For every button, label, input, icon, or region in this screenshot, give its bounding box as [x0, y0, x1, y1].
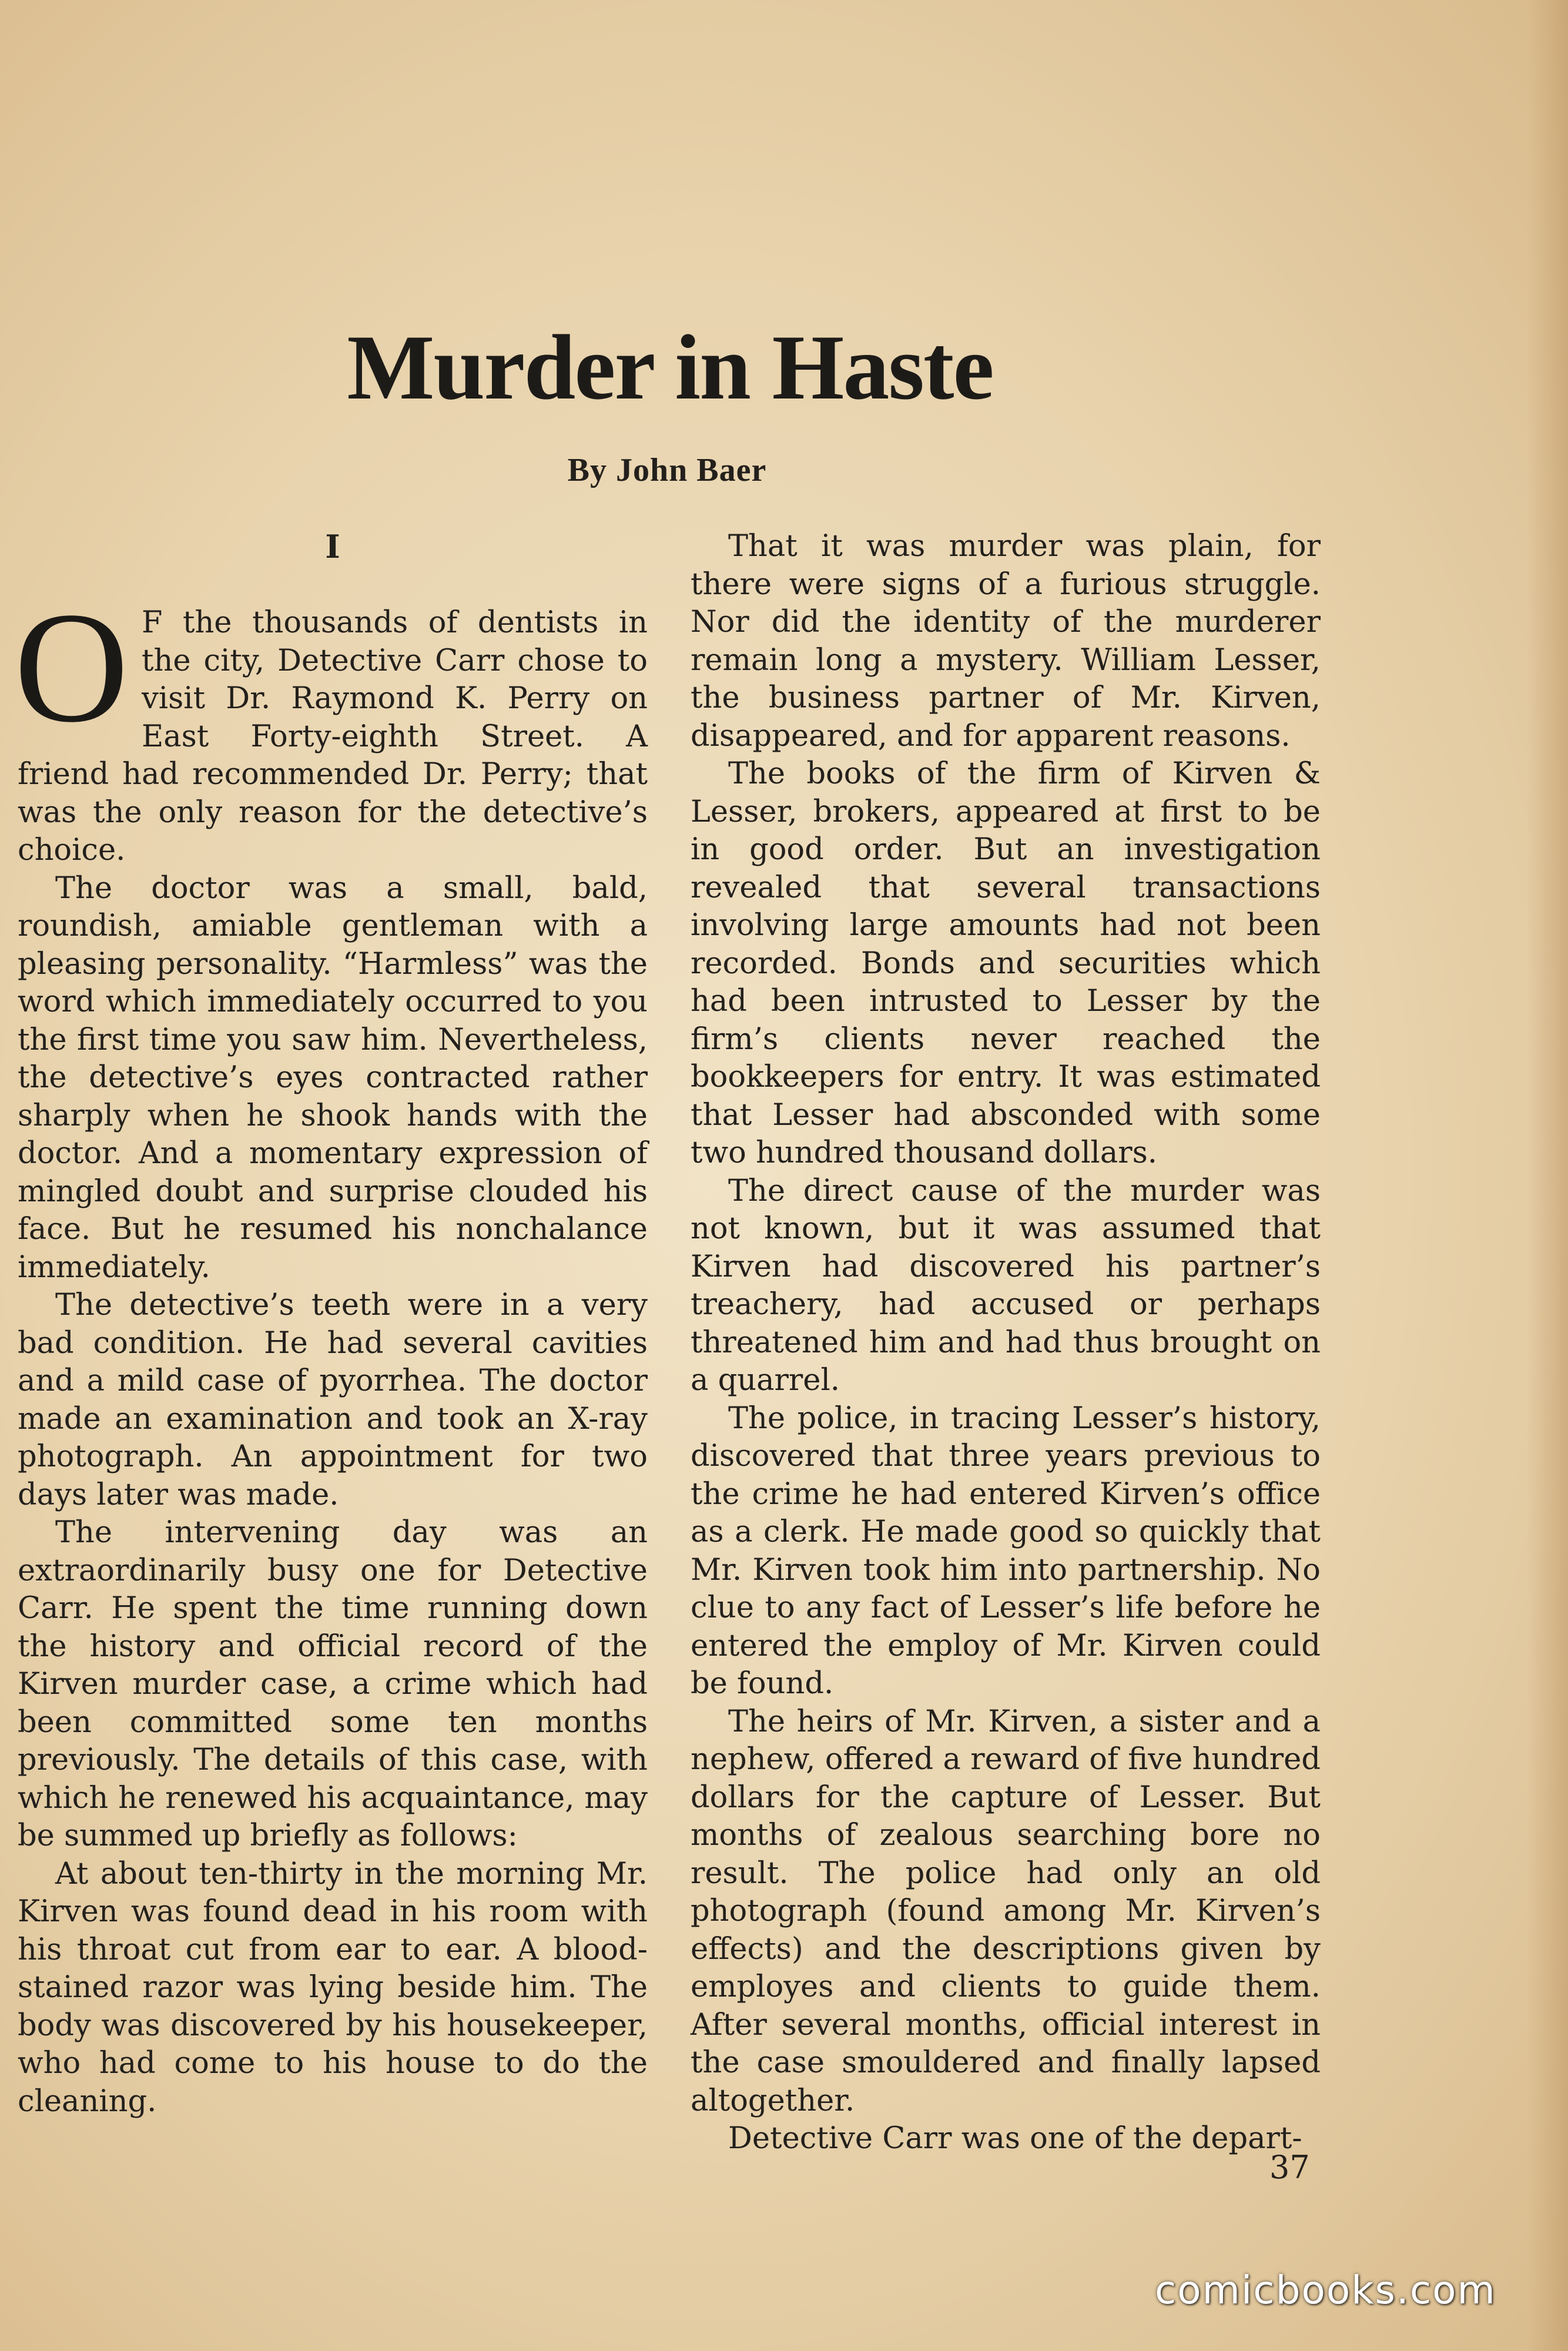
paragraph: The books of the firm of Kirven & Lesser, brokers, appeared at first to be in good order. But an investigation revealed that several transactions involving large amounts had not been recorded. Bonds and securities which had been intrusted to Lesser by the firm’s clients never reached the bookkeepers for entry. It was estimated that Lesser had absconded with some two hundred thousand dollars. — [691, 756, 1321, 1170]
watermark-logo: comicbooks.com — [1155, 2268, 1496, 2313]
paragraph: That it was murder was plain, for there were signs of a furious struggle. Nor did the identity of the murderer remain long a mystery. William Lesser, the business partner of Mr. Kirven, disappeared, and for apparent reasons. — [691, 529, 1321, 753]
paragraph-text: F the thousands of dentists in the city, Detective Carr chose to visit Dr. Raymond K. Perry on East Forty-eighth Street. A friend had recommended Dr. Perry; that was the only reason for the detective’s choice. — [18, 605, 648, 868]
byline: By John Baer — [567, 452, 767, 488]
paragraph: The doctor was a small, bald, roundish, amiable gentleman with a pleasing personality. “Harmless” was the word which immediately occurred to you the first time you saw him. Nevertheless, the detective’s eyes contracted rather sharply when he shook hands with the doctor. And a momentary expression of mingled doubt and surprise clouded his face. But he resumed his nonchalance immediately. — [18, 870, 648, 1285]
page-edge-shadow — [1527, 0, 1568, 2351]
paragraph: The direct cause of the murder was not known, but it was assumed that Kirven had discovered his partner’s treachery, had accused or perhaps threatened him and had thus brought on a quarrel. — [691, 1173, 1321, 1398]
paragraph: The police, in tracing Lesser’s history, discovered that three years previous to the crime he had entered Kirven’s office as a clerk. He made good so quickly that Mr. Kirven took him into partnership. No clue to any fact of Lesser’s life before he entered the employ of Mr. Kirven could be found. — [691, 1401, 1321, 1701]
right-column — [691, 528, 1321, 2158]
drop-cap: O — [14, 580, 129, 755]
paragraph: At about ten-thirty in the morning Mr. Kirven was found dead in his room with his throat cut from ear to ear. A blood-stained razor was lying beside him. The body was discovered by his housekeeper, who had come to his house to do the cleaning. — [18, 1856, 648, 2119]
paragraph: The detective’s teeth were in a very bad condition. He had several cavities and a mild case of pyorrhea. The doctor made an examination and took an X-ray photograph. An appointment for two days later was made. — [18, 1288, 648, 1512]
section-number: I — [325, 528, 340, 565]
page-number: 37 — [1269, 2149, 1310, 2186]
article-title: Murder in Haste — [347, 316, 993, 419]
paragraph — [14, 580, 648, 870]
paragraph: The heirs of Mr. Kirven, a sister and a nephew, offered a reward of five hundred dollars for the capture of Lesser. But months of zealous searching bore no result. The police had only an old photograph (found among Mr. Kirven’s effects) and the descriptions given by employes and clients to guide them. After several months, official interest in the case smouldered and finally lapsed altogether. — [691, 1704, 1321, 2118]
paragraph: The intervening day was an extraordinarily busy one for Detective Carr. He spent the time running down the history and official record of the Kirven murder case, a crime which had been committed some ten months previously. The details of this case, with which he renewed his acquaintance, may be summed up briefly as follows: — [18, 1515, 648, 1853]
paragraph: Detective Carr was one of the depart- — [728, 2121, 1302, 2156]
left-column — [14, 528, 648, 2121]
